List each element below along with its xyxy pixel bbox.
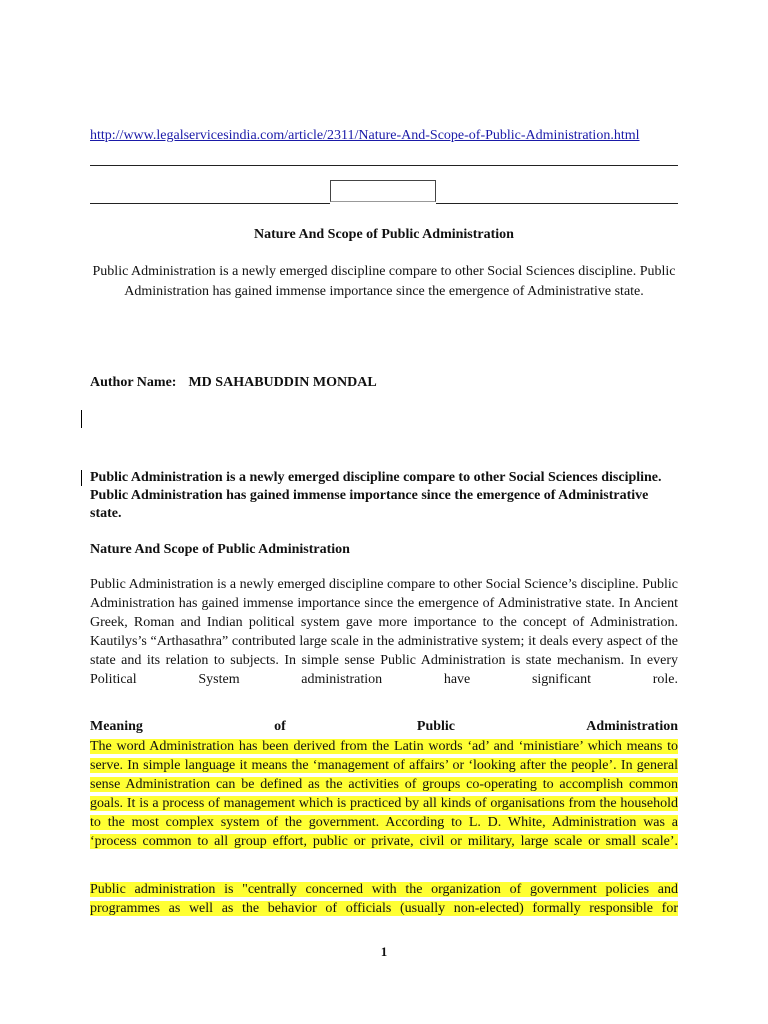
author-name: MD SAHABUDDIN MONDAL	[188, 375, 377, 390]
highlighted-text: The word Administration has been derived from the Latin words ‘ad’ and ‘ministiare’ which means to serve. In simple language it means the ‘management of affairs’ or ‘looking after the people’. In general sense Administration can be defined as the activities of groups co-operating to accomplish common goals. It is a process of management which is practiced by all kinds of organisations from the household to the most complex system of the government. According to L. D. White, Administration was a ‘process common to all group effort, public or private, civil or military, large scale or small scale’.	[90, 739, 678, 849]
document-title: Nature And Scope of Public Administration	[254, 227, 514, 242]
author-line	[90, 374, 678, 392]
text-cursor	[81, 470, 82, 486]
meaning-heading	[90, 718, 678, 736]
empty-field-box[interactable]	[330, 180, 436, 202]
header-rule-left	[90, 203, 330, 204]
meaning-heading-word: Meaning	[90, 719, 143, 734]
page-number: 1	[380, 944, 388, 959]
body-paragraph: Public Administration is a newly emerged discipline compare to other Social Science’s discipline. Public Administration has gained immense importance since the emergence of Administrative state. In Ancient Greek, Roman and Indian political system gave more importance to the concept of Administration. Kautilys’s “Arthasathra” contributed large scale in the administrative system; it deals every aspect of the state and its relation to subjects. In simple sense Public Administration is state mechanism. In every Political System administration have significant role.	[90, 577, 678, 687]
public-admin-paragraph	[90, 880, 678, 918]
header-rule-top	[90, 165, 678, 166]
text-cursor	[81, 410, 82, 428]
meaning-paragraph	[90, 737, 678, 851]
source-link[interactable]: http://www.legalservicesindia.com/article/2311/Nature-And-Scope-of-Public-Administration.html	[90, 128, 640, 143]
bold-intro-paragraph: Public Administration is a newly emerged discipline compare to other Social Sciences discipline. Public Administration has gained immense importance since the emergence of Administrative state.	[90, 470, 662, 521]
summary-paragraph: Public Administration is a newly emerged discipline compare to other Social Sciences discipline. Public Administration has gained immense importance since the emergence of Administrative state.	[92, 264, 676, 299]
author-label: Author Name:	[90, 375, 177, 390]
header-rule-right	[436, 203, 678, 204]
meaning-heading-word: Administration	[586, 719, 678, 734]
section-subheading: Nature And Scope of Public Administration	[90, 542, 350, 557]
highlighted-text: Public administration is "centrally concerned with the organization of government policies and programmes as well as the behavior of officials (usually non-elected) formally responsible for	[90, 882, 678, 916]
meaning-heading-word: Public	[416, 719, 456, 734]
meaning-heading-word: of	[274, 719, 286, 734]
